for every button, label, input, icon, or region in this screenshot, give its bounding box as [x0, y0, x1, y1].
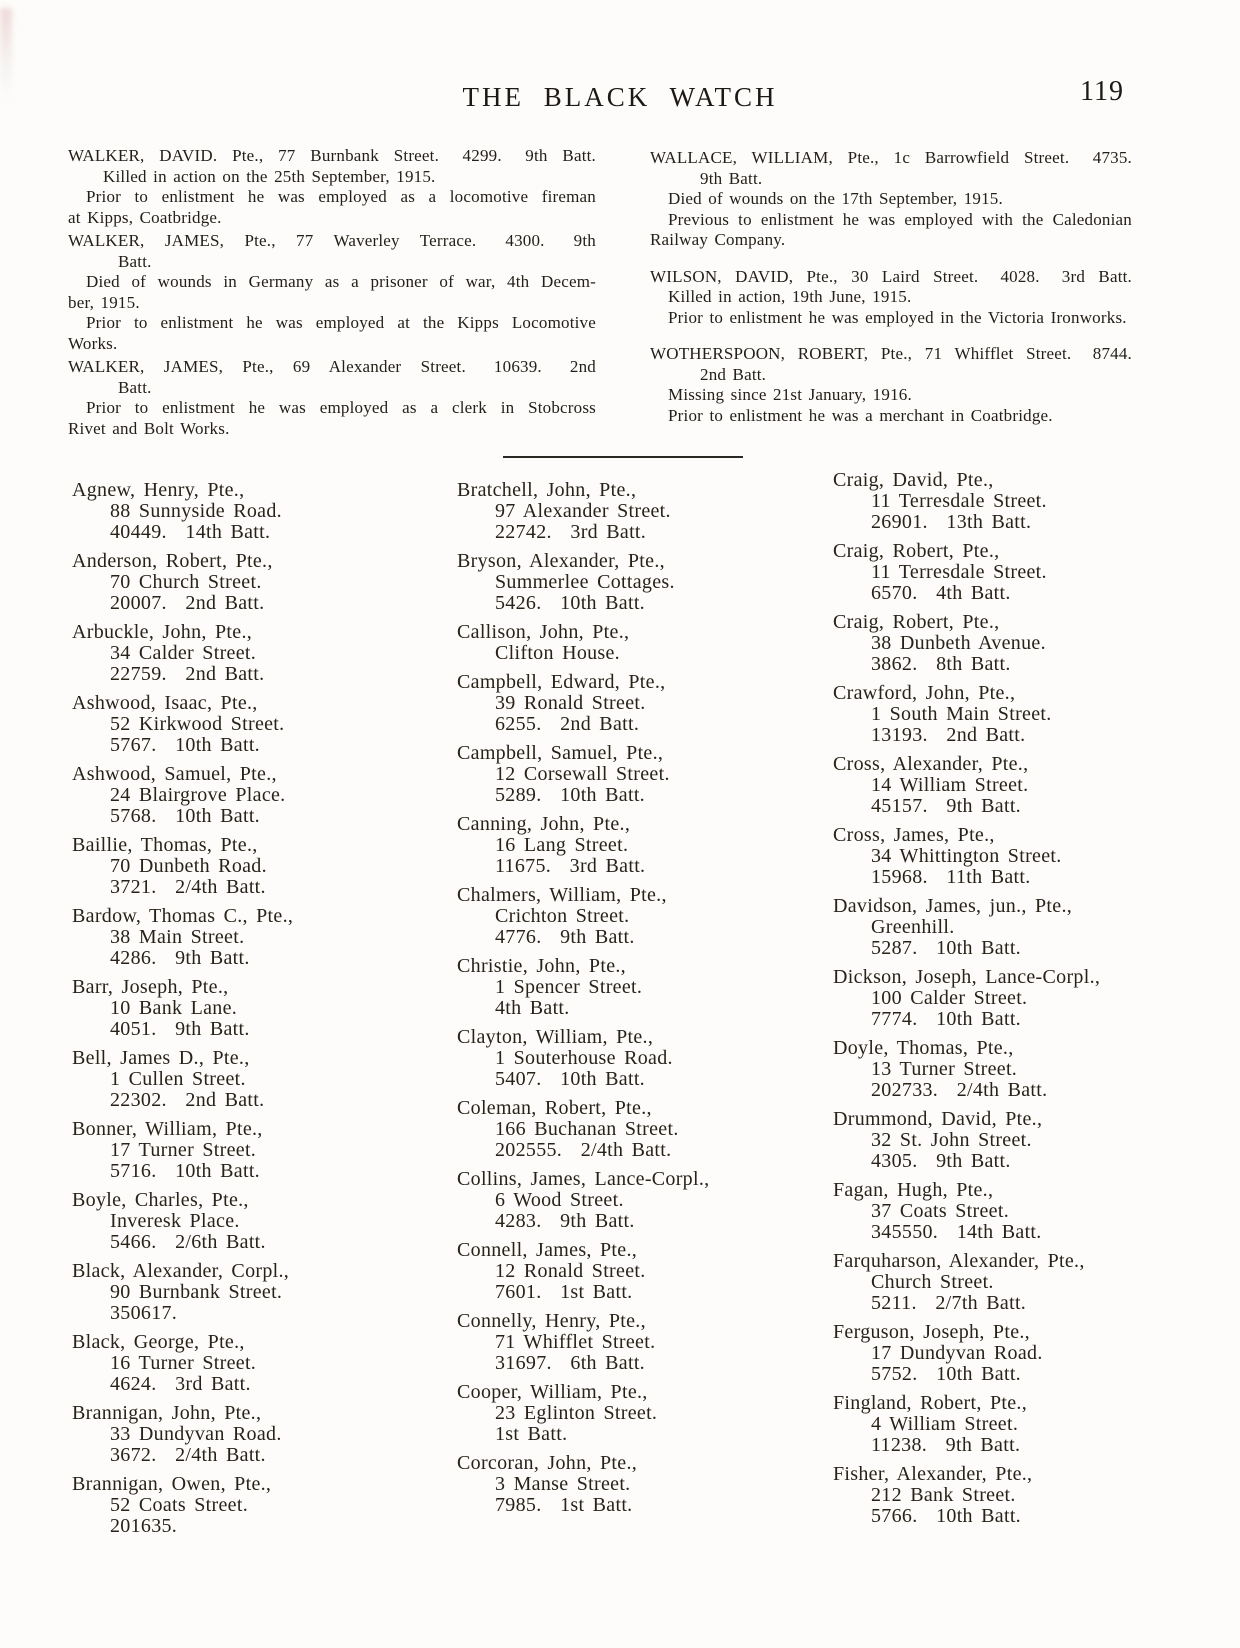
roll-entry-name: Cross, Alexander, Pte., — [833, 753, 1029, 775]
roll-entry-name: Callison, John, Pte., — [457, 621, 630, 643]
roll-entry-detail: 38 Main Street. — [110, 926, 245, 948]
roll-entry — [833, 683, 1168, 746]
roll-entry-name: Campbell, Samuel, Pte., — [457, 742, 664, 764]
roll-entry — [457, 622, 812, 664]
roll-entry-detail: 5752. 10th Batt. — [871, 1363, 1021, 1385]
roll-entry-name: Dickson, Joseph, Lance-Corpl., — [833, 966, 1101, 988]
roll-entry-detail: 100 Calder Street. — [871, 987, 1028, 1009]
memorial-column-right — [650, 148, 1132, 442]
roll-entry — [72, 551, 420, 614]
roll-entry-detail: 71 Whifflet Street. — [495, 1331, 656, 1353]
roll-entry — [457, 743, 812, 806]
roll-entry-detail: 5211. 2/7th Batt. — [871, 1292, 1027, 1314]
roll-entry — [72, 977, 420, 1040]
roll-entry-detail: 23 Eglinton Street. — [495, 1402, 658, 1424]
memorial-line: Prior to enlistment he was employed at the Kipps Locomotive — [86, 313, 596, 332]
roll-entry — [72, 764, 420, 827]
memorial-line: Works. — [68, 333, 118, 353]
roll-entry-detail: 52 Kirkwood Street. — [110, 713, 285, 735]
roll-entry-name: Anderson, Robert, Pte., — [72, 550, 273, 572]
roll-entry-detail: 11675. 3rd Batt. — [495, 855, 646, 877]
roll-entry-detail: 12 Ronald Street. — [495, 1260, 646, 1282]
memorial-line: WALKER, JAMES, Pte., 69 Alexander Street. 10639. 2nd — [68, 357, 596, 376]
roll-column-1 — [72, 480, 420, 1545]
roll-entry-detail: 5466. 2/6th Batt. — [110, 1231, 266, 1253]
roll-entry-name: Ferguson, Joseph, Pte., — [833, 1321, 1030, 1343]
roll-entry — [72, 1119, 420, 1182]
roll-entry-detail: 12 Corsewall Street. — [495, 763, 670, 785]
roll-entry-detail: 202555. 2/4th Batt. — [495, 1139, 672, 1161]
memorial-entry — [650, 344, 1132, 426]
section-divider — [503, 456, 743, 458]
roll-entry-name: Coleman, Robert, Pte., — [457, 1097, 652, 1119]
roll-entry — [72, 480, 420, 543]
roll-entry-detail: 201635. — [110, 1515, 178, 1537]
roll-entry-name: Farquharson, Alexander, Pte., — [833, 1250, 1085, 1272]
roll-entry-detail: 45157. 9th Batt. — [871, 795, 1021, 817]
roll-entry-detail: 4 William Street. — [871, 1413, 1019, 1435]
roll-entry-detail: 22742. 3rd Batt. — [495, 521, 647, 543]
roll-entry-detail: 39 Ronald Street. — [495, 692, 646, 714]
roll-entry-name: Fisher, Alexander, Pte., — [833, 1463, 1033, 1485]
roll-entry-detail: 5407. 10th Batt. — [495, 1068, 645, 1090]
roll-entry-detail: 90 Burnbank Street. — [110, 1281, 283, 1303]
roll-entry-name: Fingland, Robert, Pte., — [833, 1392, 1028, 1414]
roll-entry-name: Crawford, John, Pte., — [833, 682, 1016, 704]
roll-entry-name: Clayton, William, Pte., — [457, 1026, 654, 1048]
roll-entry — [457, 814, 812, 877]
memorial-line: WOTHERSPOON, ROBERT, Pte., 71 Whifflet Street. 8744. — [650, 344, 1132, 363]
roll-entry-detail: 5289. 10th Batt. — [495, 784, 645, 806]
roll-entry — [833, 1251, 1168, 1314]
roll-entry-detail: 1st Batt. — [495, 1423, 568, 1445]
roll-entry — [457, 1240, 812, 1303]
memorial-line: 2nd Batt. — [700, 364, 767, 384]
roll-entry-detail: 4305. 9th Batt. — [871, 1150, 1011, 1172]
roll-entry — [833, 1180, 1168, 1243]
roll-entry — [457, 1311, 812, 1374]
roll-entry-name: Barr, Joseph, Pte., — [72, 976, 229, 998]
roll-entry — [457, 1382, 812, 1445]
roll-entry-detail: 10 Bank Lane. — [110, 997, 238, 1019]
roll-column-2 — [457, 480, 812, 1524]
memorial-entry — [68, 357, 596, 439]
roll-entry-detail: 52 Coats Street. — [110, 1494, 249, 1516]
roll-entry-detail: 40449. 14th Batt. — [110, 521, 271, 543]
roll-entry-detail: 88 Sunnyside Road. — [110, 500, 282, 522]
roll-entry — [72, 1048, 420, 1111]
memorial-line: at Kipps, Coatbridge. — [68, 207, 222, 227]
roll-entry-detail: 5766. 10th Batt. — [871, 1505, 1021, 1527]
memorial-entry — [650, 267, 1132, 329]
roll-entry-name: Connelly, Henry, Pte., — [457, 1310, 646, 1332]
roll-entry — [72, 906, 420, 969]
roll-entry — [457, 956, 812, 1019]
roll-entry-detail: 16 Turner Street. — [110, 1352, 257, 1374]
roll-entry-detail: 34 Whittington Street. — [871, 845, 1062, 867]
roll-entry-detail: 5716. 10th Batt. — [110, 1160, 260, 1182]
roll-entry-detail: 70 Dunbeth Road. — [110, 855, 267, 877]
roll-entry-detail: 350617. — [110, 1302, 178, 1324]
roll-entry-detail: Crichton Street. — [495, 905, 630, 927]
roll-entry-detail: 3721. 2/4th Batt. — [110, 876, 266, 898]
roll-entry — [72, 693, 420, 756]
roll-entry-detail: 4286. 9th Batt. — [110, 947, 250, 969]
roll-entry-name: Bratchell, John, Pte., — [457, 479, 637, 501]
page-title: THE BLACK WATCH — [462, 82, 778, 112]
roll-entry-detail: 1 Spencer Street. — [495, 976, 643, 998]
roll-entry-detail: 11238. 9th Batt. — [871, 1434, 1021, 1456]
roll-entry-name: Baillie, Thomas, Pte., — [72, 834, 258, 856]
memorial-entry — [68, 231, 596, 354]
memorial-line: Prior to enlistment he was employed as a locomotive fireman — [86, 187, 596, 206]
roll-entry-name: Craig, Robert, Pte., — [833, 540, 1000, 562]
memorial-entry — [650, 148, 1132, 251]
roll-entry-detail: 22302. 2nd Batt. — [110, 1089, 265, 1111]
memorial-entry — [68, 146, 596, 228]
roll-entry-detail: 38 Dunbeth Avenue. — [871, 632, 1046, 654]
roll-entry-detail: Inveresk Place. — [110, 1210, 240, 1232]
roll-entry — [457, 480, 812, 543]
roll-entry-detail: 3672. 2/4th Batt. — [110, 1444, 266, 1466]
roll-entry-detail: 5287. 10th Batt. — [871, 937, 1021, 959]
roll-entry-name: Cooper, William, Pte., — [457, 1381, 648, 1403]
roll-entry-name: Bardow, Thomas C., Pte., — [72, 905, 294, 927]
roll-entry-detail: 24 Blairgrove Place. — [110, 784, 286, 806]
roll-entry-name: Connell, James, Pte., — [457, 1239, 638, 1261]
roll-entry-name: Ashwood, Isaac, Pte., — [72, 692, 258, 714]
roll-entry — [457, 672, 812, 735]
memorial-line: WALKER, DAVID. Pte., 77 Burnbank Street. 4299. 9th Batt. — [68, 146, 596, 165]
roll-entry-detail: 7985. 1st Batt. — [495, 1494, 633, 1516]
roll-entry — [72, 1261, 420, 1324]
memorial-line: Died of wounds in Germany as a prisoner of war, 4th Decem- — [86, 272, 596, 291]
roll-entry-detail: 97 Alexander Street. — [495, 500, 671, 522]
memorial-line: Missing since 21st January, 1916. — [668, 385, 912, 404]
memorial-line: WALLACE, WILLIAM, Pte., 1c Barrowfield Street. 4735. — [650, 148, 1132, 167]
roll-entry-detail: 3 Manse Street. — [495, 1473, 631, 1495]
roll-entry-detail: 5426. 10th Batt. — [495, 592, 645, 614]
roll-entry — [457, 1027, 812, 1090]
roll-entry — [833, 1464, 1168, 1527]
roll-entry — [457, 551, 812, 614]
roll-entry — [833, 541, 1168, 604]
roll-entry-detail: 26901. 13th Batt. — [871, 511, 1032, 533]
memorial-column-left — [68, 146, 596, 442]
roll-entry-name: Boyle, Charles, Pte., — [72, 1189, 249, 1211]
roll-entry-detail: 17 Turner Street. — [110, 1139, 257, 1161]
roll-entry-name: Black, Alexander, Corpl., — [72, 1260, 290, 1282]
memorial-line: Batt. — [118, 377, 152, 397]
roll-entry-detail: 4283. 9th Batt. — [495, 1210, 635, 1232]
roll-entry-detail: 20007. 2nd Batt. — [110, 592, 265, 614]
roll-entry-name: Fagan, Hugh, Pte., — [833, 1179, 994, 1201]
memorial-line: Batt. — [118, 251, 152, 271]
memorial-line: Railway Company. — [650, 230, 786, 249]
roll-entry-detail: 13 Turner Street. — [871, 1058, 1018, 1080]
roll-entry-detail: 11 Terresdale Street. — [871, 490, 1047, 512]
roll-entry — [72, 1190, 420, 1253]
roll-entry-detail: 17 Dundyvan Road. — [871, 1342, 1043, 1364]
roll-column-3 — [833, 470, 1168, 1535]
roll-entry — [833, 612, 1168, 675]
roll-entry — [72, 1332, 420, 1395]
page-number: 119 — [1080, 76, 1124, 107]
roll-entry — [833, 1393, 1168, 1456]
roll-entry-name: Collins, James, Lance-Corpl., — [457, 1168, 710, 1190]
roll-entry-name: Craig, David, Pte., — [833, 469, 994, 491]
roll-entry — [833, 1109, 1168, 1172]
roll-entry-detail: 5767. 10th Batt. — [110, 734, 260, 756]
memorial-line: Rivet and Bolt Works. — [68, 418, 230, 438]
roll-entry — [457, 885, 812, 948]
roll-entry-detail: Church Street. — [871, 1271, 994, 1293]
roll-entry — [833, 754, 1168, 817]
roll-entry-detail: 5768. 10th Batt. — [110, 805, 260, 827]
roll-entry-detail: 4th Batt. — [495, 997, 570, 1019]
roll-entry — [833, 470, 1168, 533]
roll-entry-name: Doyle, Thomas, Pte., — [833, 1037, 1014, 1059]
roll-entry-detail: 32 St. John Street. — [871, 1129, 1032, 1151]
roll-entry-name: Ashwood, Samuel, Pte., — [72, 763, 277, 785]
roll-entry-detail: 7601. 1st Batt. — [495, 1281, 633, 1303]
roll-entry-detail: 14 William Street. — [871, 774, 1029, 796]
roll-entry-name: Arbuckle, John, Pte., — [72, 621, 253, 643]
roll-entry — [72, 1474, 420, 1537]
roll-entry-name: Cross, James, Pte., — [833, 824, 995, 846]
roll-entry — [72, 1403, 420, 1466]
memorial-line: Prior to enlistment he was employed as a clerk in Stobcross — [86, 398, 596, 417]
roll-entry-detail: 7774. 10th Batt. — [871, 1008, 1021, 1030]
roll-entry-name: Davidson, James, jun., Pte., — [833, 895, 1073, 917]
roll-entry — [457, 1453, 812, 1516]
roll-entry-detail: 33 Dundyvan Road. — [110, 1423, 282, 1445]
roll-entry-detail: 1 Cullen Street. — [110, 1068, 246, 1090]
memorial-line: Prior to enlistment he was employed in the Victoria Ironworks. — [668, 307, 1127, 327]
roll-entry — [833, 825, 1168, 888]
roll-entry-name: Bryson, Alexander, Pte., — [457, 550, 665, 572]
memorial-line: Previous to enlistment he was employed with the Caledonian — [668, 209, 1132, 229]
memorial-line: WALKER, JAMES, Pte., 77 Waverley Terrace. 4300. 9th — [68, 231, 596, 250]
memorial-line: Killed in action, 19th June, 1915. — [668, 287, 912, 306]
memorial-line: ber, 1915. — [68, 292, 140, 312]
roll-entry-name: Christie, John, Pte., — [457, 955, 626, 977]
roll-entry-name: Craig, Robert, Pte., — [833, 611, 1000, 633]
roll-entry-name: Canning, John, Pte., — [457, 813, 631, 835]
roll-entry-detail: 13193. 2nd Batt. — [871, 724, 1026, 746]
memorial-line: Prior to enlistment he was a merchant in Coatbridge. — [668, 405, 1053, 425]
roll-entry-detail: 166 Buchanan Street. — [495, 1118, 679, 1140]
roll-entry-detail: 4624. 3rd Batt. — [110, 1373, 251, 1395]
roll-entry-detail: 31697. 6th Batt. — [495, 1352, 645, 1374]
roll-entry-name: Bonner, William, Pte., — [72, 1118, 263, 1140]
roll-entry-name: Brannigan, Owen, Pte., — [72, 1473, 272, 1495]
memorial-line: WILSON, DAVID, Pte., 30 Laird Street. 4028. 3rd Batt. — [650, 266, 1132, 286]
roll-entry-detail: 1 South Main Street. — [871, 703, 1052, 725]
roll-entry-detail: 4051. 9th Batt. — [110, 1018, 250, 1040]
roll-entry-name: Drummond, David, Pte., — [833, 1108, 1043, 1130]
roll-entry — [833, 1038, 1168, 1101]
roll-entry-name: Chalmers, William, Pte., — [457, 884, 667, 906]
roll-entry-detail: Greenhill. — [871, 916, 955, 938]
memorial-line: Killed in action on the 25th September, 1915. — [103, 166, 436, 186]
roll-entry-detail: 212 Bank Street. — [871, 1484, 1016, 1506]
roll-entry-detail: 70 Church Street. — [110, 571, 262, 593]
memorial-line: Died of wounds on the 17th September, 1915. — [668, 189, 1003, 208]
roll-entry-name: Bell, James D., Pte., — [72, 1047, 250, 1069]
roll-entry-detail: 6570. 4th Batt. — [871, 582, 1011, 604]
roll-entry-detail: 202733. 2/4th Batt. — [871, 1079, 1048, 1101]
roll-entry-detail: 345550. 14th Batt. — [871, 1221, 1042, 1243]
roll-entry — [457, 1098, 812, 1161]
roll-entry — [457, 1169, 812, 1232]
roll-entry-name: Brannigan, John, Pte., — [72, 1402, 262, 1424]
roll-entry — [72, 622, 420, 685]
roll-entry-detail: 37 Coats Street. — [871, 1200, 1010, 1222]
roll-entry — [833, 967, 1168, 1030]
roll-entry-detail: 11 Terresdale Street. — [871, 561, 1047, 583]
roll-entry — [833, 896, 1168, 959]
roll-entry-name: Campbell, Edward, Pte., — [457, 671, 666, 693]
roll-entry-detail: 34 Calder Street. — [110, 642, 257, 664]
roll-entry-detail: 1 Souterhouse Road. — [495, 1047, 673, 1069]
roll-entry — [833, 1322, 1168, 1385]
roll-entry-name: Black, George, Pte., — [72, 1331, 245, 1353]
roll-entry-detail: 22759. 2nd Batt. — [110, 663, 265, 685]
roll-entry-detail: 16 Lang Street. — [495, 834, 629, 856]
roll-entry-detail: Clifton House. — [495, 642, 620, 664]
roll-entry-detail: 3862. 8th Batt. — [871, 653, 1011, 675]
roll-entry-name: Agnew, Henry, Pte., — [72, 479, 245, 501]
roll-entry-detail: Summerlee Cottages. — [495, 571, 675, 593]
roll-entry-detail: 4776. 9th Batt. — [495, 926, 635, 948]
roll-entry-detail: 6 Wood Street. — [495, 1189, 624, 1211]
memorial-line: 9th Batt. — [700, 168, 763, 188]
roll-entry-detail: 15968. 11th Batt. — [871, 866, 1031, 888]
roll-entry-name: Corcoran, John, Pte., — [457, 1452, 638, 1474]
roll-entry-detail: 6255. 2nd Batt. — [495, 713, 640, 735]
roll-entry — [72, 835, 420, 898]
